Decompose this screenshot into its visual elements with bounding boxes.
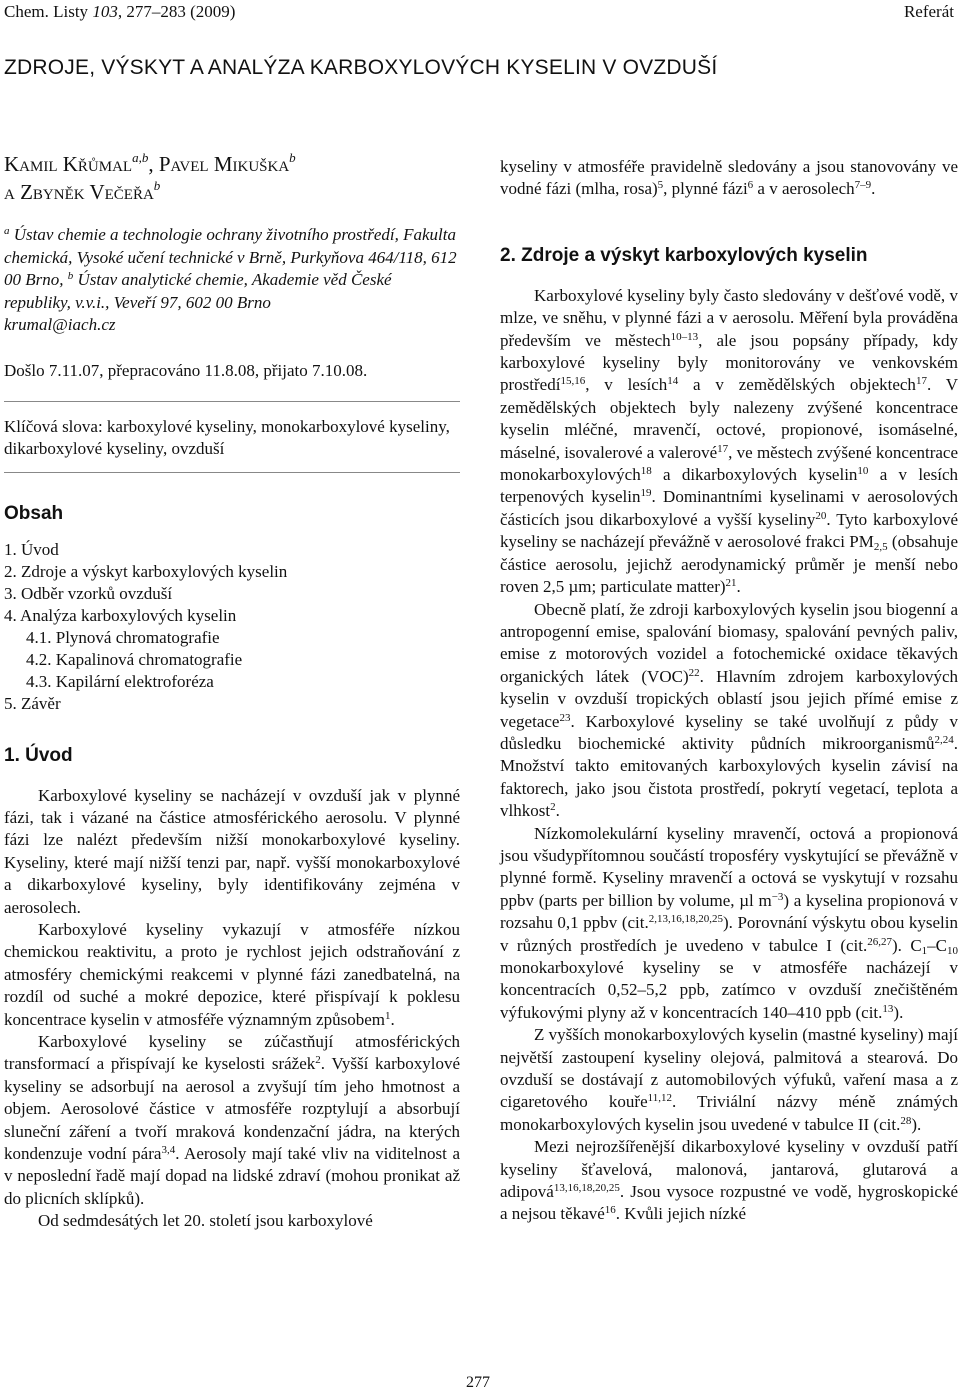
paragraph: Z vyšších monokarboxylových kyselin (mastné kyseliny) mají největší zastoupení kyseliny olejová, palmitová a stearová. Do ovzduší se dostávají z automobilových výfuků, vaření masa a z cigaretového kouře$^{11,12}$. Triviální názvy méně známých monokarboxylových kyselin jsou uvedené v tabulce II (cit.$^{28}$). <box>500 1025 958 1134</box>
section-heading-intro: 1. Úvod <box>4 744 73 766</box>
paragraph: Mezi nejrozšířenější dikarboxylové kyseliny v ovzduší patří kyseliny šťavelová, malonová, jantarová, glutarová a adipová$^{13,16,18,20,25}$. Jsou vysoce rozpustné ve vodě, hygroskopické a nejsou těkavé$^{16}$. Kvůli jejich nízké <box>500 1137 958 1224</box>
toc-item[interactable]: 4.3. Kapilární elektroforéza <box>26 671 214 691</box>
contents-heading: Obsah <box>4 502 64 524</box>
right-column <box>500 156 958 1226</box>
toc-item[interactable]: 1. Úvod <box>4 539 59 559</box>
toc-item[interactable]: 3. Odběr vzorků ovzduší <box>4 583 173 603</box>
email-link[interactable]: krumal@iach.cz <box>4 315 116 334</box>
running-header-type: Referát <box>903 2 954 21</box>
received-dates: Došlo 7.11.07, přepracováno 11.8.08, přijato 7.10.08. <box>4 360 368 380</box>
paragraph: Karboxylové kyseliny se nacházejí v ovzduší jak v plynné fázi, tak i vázané na částice atmosférického aerosolu. V plynné fázi lze nalézt především nižší monokarboxylové kyseliny. Kyseliny, které mají nižší tenzi par, např. vyšší monokarboxylové a dikarboxylové kyseliny, byly identifikovány zejména v aerosolech. <box>4 785 460 917</box>
paragraph: Od sedmdesátých let 20. století jsou karboxylové <box>38 1211 373 1231</box>
paragraph: kyseliny v atmosféře pravidelně sledovány a jsou stanovovány ve vodné fázi (mlha, rosa)$^5$, plynné fázi$^6$ a v aerosolech$^{7-9}$. <box>500 157 958 199</box>
keywords: Klíčová slova: karboxylové kyseliny, monokarboxylové kyseliny, dikarboxylové kyseliny, ovzduší <box>4 416 450 458</box>
paragraph: Karboxylové kyseliny byly často sledovány v dešťové vodě, v mlze, ve sněhu, v plynné fázi a v aerosolu. Měření byla prováděna především ve městech$^{10-13}$, ale jsou popsány případy, kdy karboxylové kyseliny byly monitorovány ve venkovském prostředí$^{15,16}$, v lesích$^{14}$ a v zemědělských objektech$^{17}$. V zemědělských objektech byly nalezeny zvýšené koncentrace kyselin mléčné, mravenčí, octové, propionové, isomáselné, máselné, isovalerové a valerové$^{17}$, ve městech zvýšené koncentrace monokarboxylových$^{18}$ a dikarboxylových kyselin$^{10}$ a v lesích terpenových kyselin$^{19}$. Dominantními kyselinami v aerosolových částicích jsou dikarboxylové a vyšší kyseliny$^{20}$. Tyto karboxylové kyseliny se nacházejí převážně v aerosolové frakci $PM_{2,5}$ (obsahuje částice aerosolu, jejichž aerodynamický průměr je menší nebo roven 2,5 µm; particulate matter)$^{21}$. <box>500 285 959 597</box>
toc-item[interactable]: 4.2. Kapalinová chromatografie <box>26 649 243 669</box>
divider <box>4 472 460 473</box>
paragraph: Karboxylové kyseliny se zúčastňují atmosférických transformací a přispívají ke kyselosti srážek$^2$. Vyšší karboxylové kyseliny se adsorbují na aerosol a zvyšují tím jeho hmotnost a objem. Aerosolové částice v atmosféře rozptylují a absorbují sluneční záření a tvoří mraková kondenzační jádra, na kterých kondenzuje vodní pára$^{3,4}$. Aerosoly mají také vliv na viditelnost a v neposlední řadě mají dopad na lidské zdraví (mohou pronikat až do plicních sklípků). <box>4 1031 461 1208</box>
table-of-contents <box>4 539 460 715</box>
toc-item[interactable]: 2. Zdroje a výskyt karboxylových kyselin <box>4 561 288 581</box>
paragraph: Nízkomolekulární kyseliny mravenčí, octová a propionová jsou všudypřítomnou součástí troposféry vyskytující se převážně v plynné formě. Kyseliny mravenčí a octová se vyskytují v rozsahu ppbv (parts per billion by volume, µl $m^{-3}$) a kyselina propionová v rozsahu 0,1 ppbv (cit.$^{2,13,16,18,20,25}$). Porovnání výskytu obou kyselin v různých prostředích je uvedeno v tabulce I (cit.$^{26,27}$). $C_1-C_{10}$ monokarboxylové kyseliny se v atmosféře nacházejí v koncentracích 0,52–5,2 ppb, zatímco v ovzduší znečištěném výfukovými plyny až v koncentracích 140–410 ppb (cit.$^{13}$). <box>500 823 959 1022</box>
paragraph: Karboxylové kyseliny vykazují v atmosféře nízkou chemickou reaktivitu, a proto je rychlost jejich odstraňování z atmosféry chemickými reakcemi v plynné fázi zanedbatelná, na rozdíl od suché a mokré depozice, které přispívají k poklesu koncentrace kyselin v atmosféře významným způsobem$^1$. <box>4 919 460 1029</box>
toc-item[interactable]: 4. Analýza karboxylových kyselin <box>4 605 237 625</box>
paragraph: Obecně platí, že zdroji karboxylových kyselin jsou biogenní a antropogenní emise, spalování biomasy, spalování pevných paliv, emise z motorových vozidel a fotochemické oxidace těkavých organických látek (VOC)$^{22}$. Hlavním zdrojem karboxylových kyselin v ovzduší tropických oblastí jsou jejich přímé emise z vegetace$^{23}$. Karboxylové kyseliny se také uvolňují z půdy v důsledku biochemické aktivity půdních mikroorganismů$^{2,24}$. Množství takto emitovaných karboxylových kyselin závisí na faktorech, jako jsou čistota prostředí, pokrytí vegetací, teplota a vlhkost$^2$. <box>500 599 958 821</box>
toc-item[interactable]: 5. Závěr <box>4 693 61 713</box>
author-list: Kamil Křůmal$^{a,b}$, Pavel Mikuška$^b$ a Zbyněk Večeřa$^b$ <box>4 150 296 204</box>
section-heading-sources: 2. Zdroje a výskyt karboxylových kyselin <box>500 244 868 266</box>
article-title: ZDROJE, VÝSKYT A ANALÝZA KARBOXYLOVÝCH KYSELIN V OVZDUŠÍ <box>4 56 718 79</box>
affiliation: $^a$ Ústav chemie a technologie ochrany životního prostředí, Fakulta chemická, Vysoké učení technické v Brně, Purkyňova 464/118, 612 00 Brno, $^b$ Ústav analytické chemie, Akademie věd České republiky, v.v.i., Veveří 97, 602 00 Brno krumal@iach.cz <box>4 225 457 334</box>
page-number: 277 <box>466 1374 490 1391</box>
left-column <box>4 150 460 1233</box>
toc-item[interactable]: 4.1. Plynová chromatografie <box>26 627 220 647</box>
running-header-citation: Chem. Listy 103, 277–283 (2009) <box>4 2 236 21</box>
